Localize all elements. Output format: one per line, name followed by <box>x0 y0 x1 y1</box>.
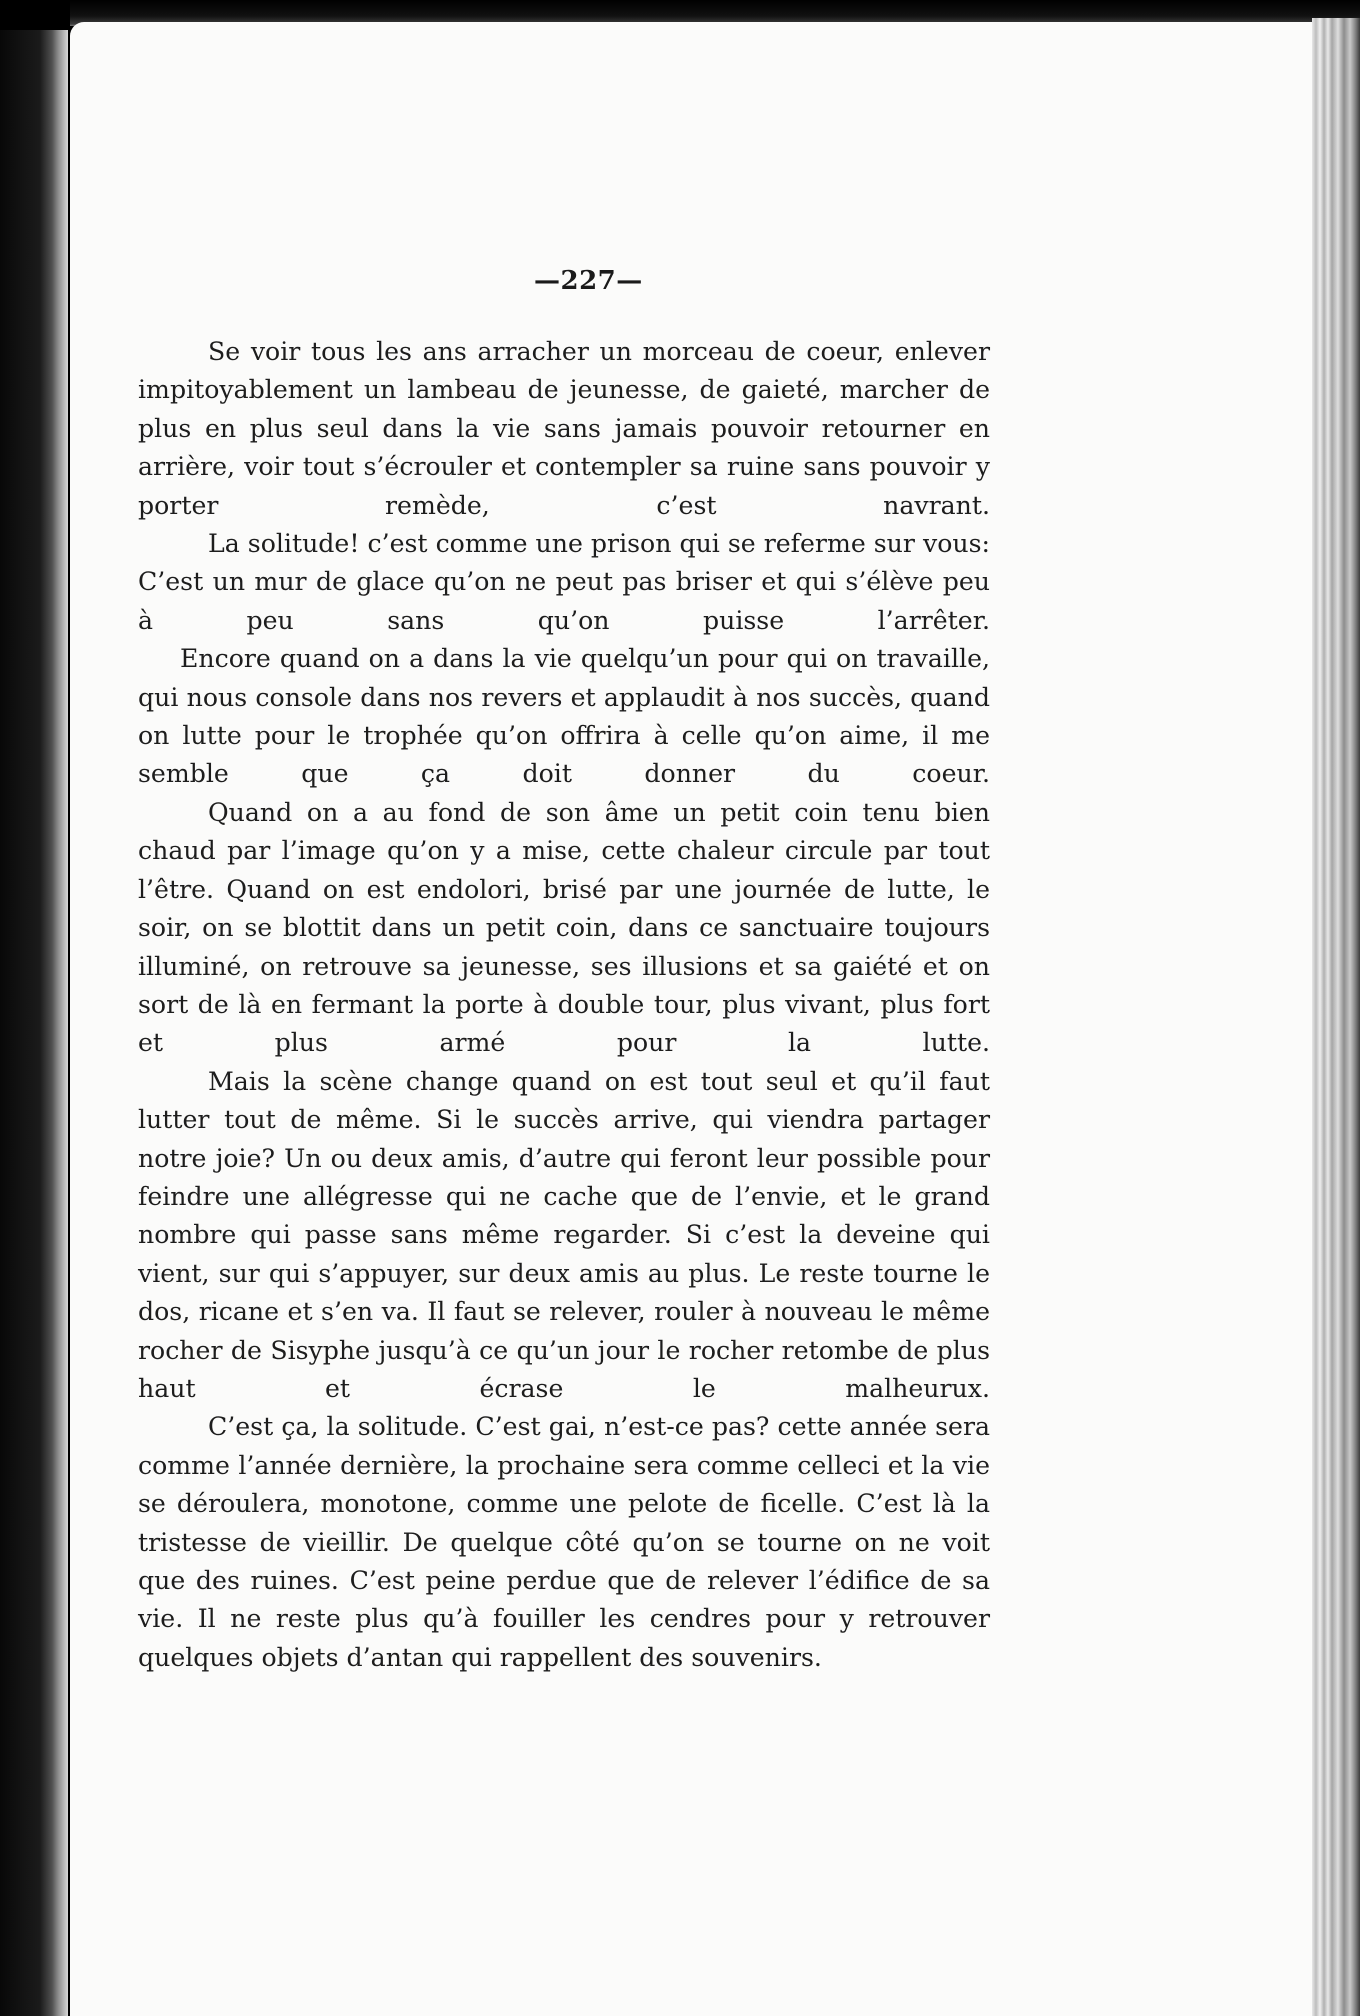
previous-page-edge <box>0 30 68 2016</box>
page-body-text <box>138 333 990 1677</box>
page-stack-edge <box>1312 18 1360 2016</box>
paragraph-6: C’est ça, la solitude. C’est gai, n’est-ce pas? cette année sera comme l’année dernière, la prochaine sera comme celleci et la vie se déroulera, monotone, comme une pelote de ficelle. C’est là la tristesse de vieillir. De quelque côté qu’on se tourne on ne voit que des ruines. C’est peine perdue que de relever l’édifice de sa vie. Il ne reste plus qu’à fouiller les cendres pour y retrouver quelques objets d’antan qui rappellent des souvenirs. <box>138 1412 990 1672</box>
paragraph-5: Mais la scène change quand on est tout seul et qu’il faut lutter tout de même. Si le succès arrive, qui viendra partager notre joie? Un ou deux amis, d’autre qui feront leur possible pour feindre une allégresse qui ne cache que de l’envie, et le grand nombre qui passe sans même regarder. Si c’est la deveine qui vient, sur qui s’appuyer, sur deux amis au plus. Le reste tourne le dos, ricane et s’en va. Il faut se relever, rouler à nouveau le même rocher de Sisyphe jusqu’à ce qu’un jour le rocher retombe de plus haut et écrase le malheurux. <box>138 1066 990 1403</box>
paragraph-1: Se voir tous les ans arracher un morceau de coeur, enlever impitoyablement un lambeau de jeunesse, de gaieté, marcher de plus en plus seul dans la vie sans jamais pouvoir retourner en arrière, voir tout s’écrouler et contempler sa ruine sans pouvoir y porter remède, c’est navrant. <box>138 337 990 520</box>
page-number: —227— <box>534 266 643 296</box>
paragraph-2: La solitude! c’est comme une prison qui se referme sur vous: C’est un mur de glace qu’on ne peut pas briser et qui s’élève peu à peu sans qu’on puisse l’arrêter. <box>138 529 990 635</box>
paragraph-4: Quand on a au fond de son âme un petit coin tenu bien chaud par l’image qu’on y a mise, cette chaleur circule par tout l’être. Quand on est endolori, brisé par une journée de lutte, le soir, on se blottit dans un petit coin, dans ce sanctuaire toujours illuminé, on retrouve sa jeunesse, ses illusions et sa gaiété et on sort de là en fermant la porte à double tour, plus vivant, plus fort et plus armé pour la lutte. <box>138 797 990 1058</box>
paragraph-3: Encore quand on a dans la vie quelqu’un pour qui on travaille, qui nous console dans nos revers et applaudit à nos succès, quand on lutte pour le trophée qu’on offrira à celle qu’on aime, il me semble que ça doit donner du coeur. <box>138 644 990 789</box>
